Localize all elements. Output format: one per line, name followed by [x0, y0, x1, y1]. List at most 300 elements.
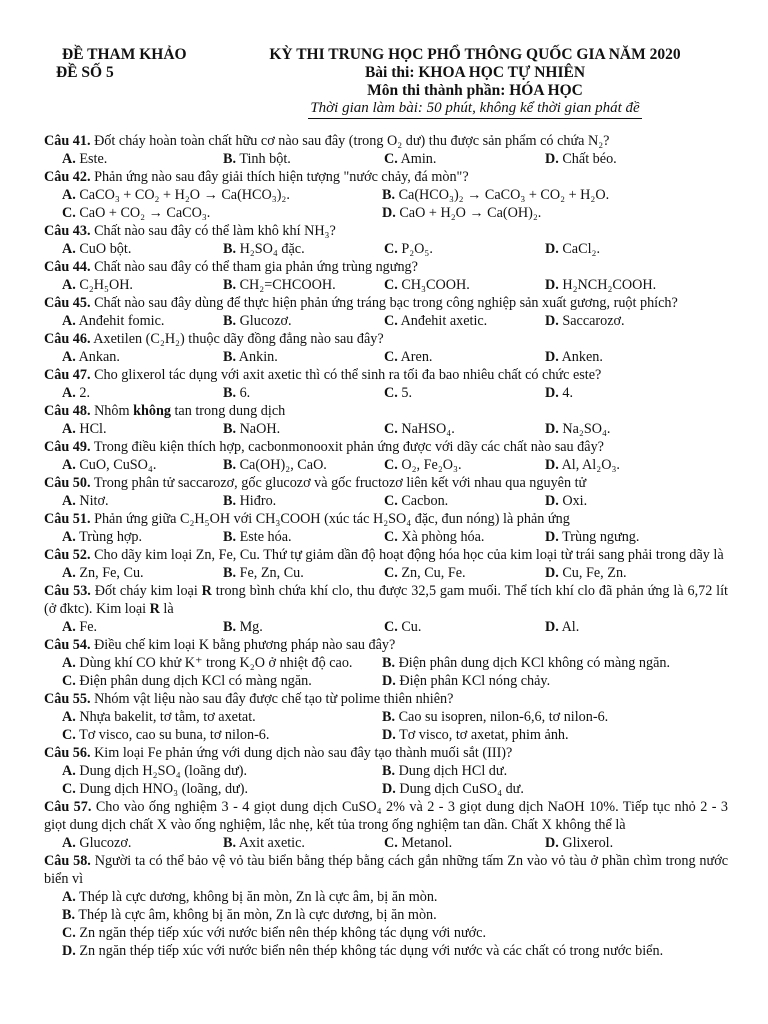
- answer-option: [382, 708, 702, 726]
- answer-text: HCl.: [79, 421, 107, 437]
- answer-row: [44, 780, 728, 798]
- answer-text: Oxi.: [562, 493, 588, 509]
- answer-text: Điện phân dung dịch KCl có màng ngăn.: [79, 673, 312, 689]
- question-stem: [44, 744, 728, 762]
- answer-text: CaCO₃ + CO₂ + H₂O → Ca(HCO₃)₂.: [79, 187, 290, 203]
- answer-option: [384, 456, 545, 474]
- answer-letter: C.: [62, 925, 76, 941]
- answer-text: CaCl₂.: [562, 241, 601, 257]
- answer-option: [382, 762, 702, 780]
- question-stem: [44, 402, 728, 420]
- answer-option: [545, 420, 706, 438]
- question-number: Câu 48.: [44, 403, 91, 419]
- question-stem: [44, 168, 728, 186]
- answer-letter: C.: [384, 421, 398, 437]
- answer-option: [545, 384, 706, 402]
- question-number: Câu 56.: [44, 745, 91, 761]
- answer-letter: A.: [62, 835, 76, 851]
- answer-option: [382, 726, 702, 744]
- exam-component: Môn thi thành phần: HÓA HỌC: [367, 82, 583, 99]
- answer-text: Anđehit axetic.: [400, 313, 488, 329]
- answer-text: Glucozơ.: [79, 835, 132, 851]
- answer-letter: D.: [382, 727, 396, 743]
- answer-letter: C.: [384, 349, 398, 365]
- answer-letter: B.: [223, 241, 237, 257]
- answer-option: [384, 834, 545, 852]
- question-number: Câu 42.: [44, 169, 91, 185]
- answer-letter: A.: [62, 151, 76, 167]
- question-item: [44, 852, 728, 960]
- answer-option: [384, 312, 545, 330]
- answer-option: [223, 492, 384, 510]
- answer-option: [384, 384, 545, 402]
- answer-letter: A.: [62, 655, 76, 671]
- answer-text: Ca(OH)₂, CaO.: [239, 457, 327, 473]
- answer-text: Zn ngăn thép tiếp xúc với nước biển nên thép không tác dụng với nước.: [79, 925, 487, 941]
- answer-letter: A.: [62, 565, 76, 581]
- exam-subject: Bài thi: KHOA HỌC TỰ NHIÊN: [364, 64, 586, 81]
- answer-option: [384, 150, 545, 168]
- answer-row: [44, 726, 728, 744]
- question-number: Câu 46.: [44, 331, 91, 347]
- answer-option: [384, 618, 545, 636]
- answer-text: Anken.: [561, 349, 603, 365]
- answer-letter: D.: [545, 835, 559, 851]
- answer-text: Chất béo.: [562, 151, 617, 167]
- answer-option: [62, 150, 223, 168]
- answer-text: Dung dịch H₂SO₄ (loãng dư).: [79, 763, 248, 779]
- answer-text: Hiđro.: [239, 493, 277, 509]
- answer-text: Zn, Fe, Cu.: [79, 565, 144, 581]
- answer-letter: C.: [384, 835, 398, 851]
- answer-text: Thép là cực âm, không bị ăn mòn, Zn là cực dương, bị ăn mòn.: [78, 907, 437, 923]
- answer-letter: B.: [223, 565, 237, 581]
- answer-option: [62, 654, 382, 672]
- answer-option: [384, 564, 545, 582]
- answer-option: [384, 276, 545, 294]
- answer-text: H₂SO₄ đặc.: [239, 241, 305, 257]
- answer-letter: A.: [62, 529, 76, 545]
- answer-letter: A.: [62, 349, 76, 365]
- question-text: Đốt cháy kim loại: [94, 583, 202, 599]
- question-item: [44, 636, 728, 690]
- question-item: [44, 402, 728, 438]
- question-number: Câu 47.: [44, 367, 91, 383]
- answer-row: [44, 204, 728, 222]
- question-stem: [44, 636, 728, 654]
- question-item: [44, 222, 728, 258]
- question-number: Câu 53.: [44, 583, 91, 599]
- exam-header: [0, 0, 768, 118]
- answer-option: [384, 420, 545, 438]
- answer-letter: C.: [62, 673, 76, 689]
- answer-letter: D.: [545, 619, 559, 635]
- answer-text: Mg.: [239, 619, 263, 635]
- answer-letter: A.: [62, 619, 76, 635]
- exam-time-text: Thời gian làm bài: 50 phút, không kể thời gian phát đề: [308, 100, 641, 119]
- exam-label: ĐỀ THAM KHẢO: [62, 46, 187, 63]
- answer-letter: A.: [62, 889, 76, 905]
- question-text: Cho glixerol tác dụng với axit axetic thì có thể sinh ra tối đa bao nhiêu chất có chức este?: [94, 367, 602, 383]
- answer-letter: B.: [382, 655, 396, 671]
- answer-letter: A.: [62, 421, 76, 437]
- answer-letter: B.: [223, 457, 237, 473]
- answer-letter: B.: [223, 349, 237, 365]
- answer-letter: C.: [384, 565, 398, 581]
- answer-letter: A.: [62, 277, 76, 293]
- question-text: Chất nào sau đây dùng để thực hiện phản ứng tráng bạc trong công nghiệp sản xuất gương, ruột phích?: [94, 295, 678, 311]
- answer-letter: A.: [62, 241, 76, 257]
- answer-option: [545, 150, 706, 168]
- answer-text: Este.: [79, 151, 108, 167]
- question-text: Chất nào sau đây có thể tham gia phản ứng trùng ngưng?: [94, 259, 418, 275]
- answer-row: [44, 924, 728, 942]
- answer-text: P₂O₅.: [401, 241, 433, 257]
- answer-option: [545, 240, 706, 258]
- answer-option: [62, 618, 223, 636]
- answer-option: [62, 564, 223, 582]
- answer-text: CaO + H₂O → Ca(OH)₂.: [399, 205, 542, 221]
- answer-text: Dung dịch CuSO₄ dư.: [399, 781, 524, 797]
- answer-letter: C.: [384, 493, 398, 509]
- answer-letter: B.: [223, 385, 237, 401]
- answer-option: [223, 564, 384, 582]
- answer-row: [44, 672, 728, 690]
- answer-letter: C.: [62, 205, 76, 221]
- answer-letter: C.: [62, 781, 76, 797]
- answer-option: [223, 384, 384, 402]
- answer-letter: D.: [382, 781, 396, 797]
- answer-option: [62, 240, 223, 258]
- question-item: [44, 366, 728, 402]
- question-number: Câu 58.: [44, 853, 91, 869]
- answer-text: Ca(HCO₃)₂ → CaCO₃ + CO₂ + H₂O.: [398, 187, 610, 203]
- answer-option: [62, 492, 223, 510]
- answer-row: [44, 456, 728, 474]
- answer-letter: D.: [545, 349, 559, 365]
- answer-letter: A.: [62, 493, 76, 509]
- question-stem: [44, 366, 728, 384]
- answer-text: Nhựa bakelit, tơ tằm, tơ axetat.: [79, 709, 256, 725]
- question-text: Phản ứng giữa C₂H₅OH với CH₃COOH (xúc tác H₂SO₄ đặc, đun nóng) là phản ứng: [94, 511, 570, 527]
- answer-letter: B.: [62, 907, 76, 923]
- answer-text: Cao su isopren, nilon-6,6, tơ nilon-6.: [398, 709, 609, 725]
- answer-option: [62, 726, 382, 744]
- answer-row: [44, 942, 728, 960]
- question-stem: [44, 258, 728, 276]
- answer-option: [382, 204, 702, 222]
- question-text: là: [159, 601, 174, 617]
- answer-row: [44, 312, 728, 330]
- answer-row: [44, 150, 728, 168]
- answer-letter: D.: [545, 313, 559, 329]
- question-emphasis: không: [133, 403, 171, 419]
- question-number: Câu 43.: [44, 223, 91, 239]
- question-text: Kim loại Fe phản ứng với dung dịch nào sau đây tạo thành muối sắt (III)?: [94, 745, 513, 761]
- answer-text: Na₂SO₄.: [562, 421, 611, 437]
- answer-row: [44, 888, 728, 906]
- answer-letter: C.: [62, 727, 76, 743]
- question-item: [44, 582, 728, 636]
- question-item: [44, 690, 728, 744]
- answer-letter: D.: [545, 565, 559, 581]
- answer-row: [44, 240, 728, 258]
- answer-row: [44, 834, 728, 852]
- question-text: Cho vào ống nghiệm 3 - 4 giọt dung dịch CuSO₄ 2% và 2 - 3 giọt dung dịch NaOH 10%. Tiếp tục nhỏ 2 - 3 giọt dung dịch chất X vào ống nghiệm, lắc nhẹ, kết tủa trong ống nghiệm tan dần. Chất X không thể là: [44, 799, 728, 833]
- answer-option: [62, 186, 382, 204]
- answer-option: [382, 780, 702, 798]
- answer-option: [62, 384, 223, 402]
- answer-option: [62, 528, 223, 546]
- answer-letter: D.: [545, 241, 559, 257]
- answer-letter: B.: [223, 277, 237, 293]
- question-text: Nhôm: [94, 403, 134, 419]
- answer-text: Trùng hợp.: [79, 529, 143, 545]
- answer-row: [44, 564, 728, 582]
- answer-text: Zn ngăn thép tiếp xúc với nước biển nên thép không tác dụng với nước và các chất có trong nước biển.: [79, 943, 664, 959]
- question-text: tan trong dung dịch: [170, 403, 286, 419]
- answer-letter: C.: [384, 151, 398, 167]
- answer-text: Ankin.: [238, 349, 278, 365]
- answer-option: [62, 672, 382, 690]
- answer-text: Amin.: [400, 151, 437, 167]
- answer-option: [384, 492, 545, 510]
- question-text: Trong điều kiện thích hợp, cacbonmonooxit phản ứng được với dãy các chất nào sau đây?: [93, 439, 604, 455]
- answer-text: CuO bột.: [79, 241, 132, 257]
- answer-letter: D.: [545, 457, 559, 473]
- answer-row: [44, 654, 728, 672]
- answer-row: [44, 906, 728, 924]
- answer-text: 5.: [401, 385, 412, 401]
- answer-letter: B.: [223, 835, 237, 851]
- answer-text: Cacbon.: [401, 493, 449, 509]
- answer-option: [545, 348, 706, 366]
- question-item: [44, 258, 728, 294]
- answer-letter: C.: [384, 313, 398, 329]
- answer-text: Thép là cực dương, không bị ăn mòn, Zn là cực âm, bị ăn mòn.: [79, 889, 438, 905]
- answer-text: Al, Al₂O₃.: [561, 457, 620, 473]
- answer-option: [223, 276, 384, 294]
- answer-text: Saccarozơ.: [562, 313, 625, 329]
- answer-text: Xà phòng hóa.: [401, 529, 485, 545]
- answer-text: Fe.: [79, 619, 98, 635]
- answer-letter: D.: [545, 151, 559, 167]
- answer-option: [223, 528, 384, 546]
- answer-text: CaO + CO₂ → CaCO₃.: [79, 205, 211, 221]
- answer-letter: D.: [62, 943, 76, 959]
- question-number: Câu 57.: [44, 799, 92, 815]
- question-stem: [44, 474, 728, 492]
- answer-text: Al.: [561, 619, 580, 635]
- answer-option: [545, 492, 706, 510]
- question-text: Điều chế kim loại K bằng phương pháp nào sau đây?: [94, 637, 396, 653]
- answer-option: [62, 834, 223, 852]
- question-item: [44, 798, 728, 852]
- answer-option: [223, 348, 384, 366]
- answer-option: [382, 672, 702, 690]
- answer-text: 6.: [239, 385, 251, 401]
- answer-letter: C.: [384, 385, 398, 401]
- answer-letter: B.: [223, 421, 237, 437]
- question-item: [44, 330, 728, 366]
- question-text: Người ta có thể bảo vệ vỏ tàu biển bằng thép bằng cách gắn những tấm Zn vào vỏ tàu ở phần chìm trong nước biển vì: [44, 853, 728, 887]
- answer-text: 2.: [79, 385, 90, 401]
- answer-option: [62, 276, 223, 294]
- answer-text: Điện phân dung dịch KCl không có màng ngăn.: [398, 655, 671, 671]
- answer-letter: C.: [384, 619, 398, 635]
- question-item: [44, 132, 728, 168]
- answer-option: [223, 312, 384, 330]
- question-list: [44, 132, 728, 960]
- question-item: [44, 510, 728, 546]
- answer-option: [223, 834, 384, 852]
- answer-option: [545, 618, 706, 636]
- answer-text: Este hóa.: [239, 529, 292, 545]
- answer-letter: B.: [382, 763, 396, 779]
- answer-letter: D.: [545, 385, 559, 401]
- answer-option: [382, 186, 702, 204]
- answer-option: [62, 204, 382, 222]
- answer-option: [382, 654, 702, 672]
- answer-letter: D.: [382, 673, 396, 689]
- answer-text: Metanol.: [401, 835, 453, 851]
- question-stem: [44, 330, 728, 348]
- answer-text: Điện phân KCl nóng chảy.: [399, 673, 551, 689]
- answer-letter: A.: [62, 709, 76, 725]
- answer-text: Anđehit fomic.: [78, 313, 165, 329]
- question-emphasis: R: [149, 601, 160, 617]
- answer-option: [384, 528, 545, 546]
- answer-text: Dùng khí CO khử K⁺ trong K₂O ở nhiệt độ cao.: [79, 655, 353, 671]
- question-stem: [44, 294, 728, 312]
- question-number: Câu 49.: [44, 439, 91, 455]
- answer-letter: D.: [545, 277, 559, 293]
- answer-option: [62, 348, 223, 366]
- answer-row: [44, 708, 728, 726]
- answer-text: Nitơ.: [79, 493, 109, 509]
- question-number: Câu 52.: [44, 547, 91, 563]
- answer-text: C₂H₅OH.: [79, 277, 133, 293]
- answer-letter: C.: [384, 529, 398, 545]
- answer-letter: B.: [223, 619, 237, 635]
- answer-letter: D.: [545, 493, 559, 509]
- question-text: Đốt cháy hoàn toàn chất hữu cơ nào sau đây (trong O₂ dư) thu được sản phẩm có chứa N₂?: [94, 133, 610, 149]
- answer-text: 4.: [562, 385, 573, 401]
- answer-option: [62, 780, 382, 798]
- answer-letter: B.: [223, 313, 237, 329]
- question-number: Câu 54.: [44, 637, 91, 653]
- exam-time: [240, 100, 710, 119]
- question-number: Câu 44.: [44, 259, 91, 275]
- question-text: Phản ứng nào sau đây giải thích hiện tượng "nước chảy, đá mòn"?: [94, 169, 469, 185]
- question-item: [44, 438, 728, 474]
- question-number: Câu 55.: [44, 691, 91, 707]
- answer-letter: B.: [223, 529, 237, 545]
- answer-text: Tơ visco, tơ axetat, phim ảnh.: [399, 727, 569, 743]
- answer-option: [545, 312, 706, 330]
- answer-text: Cu.: [401, 619, 422, 635]
- answer-letter: A.: [62, 313, 76, 329]
- answer-option: [384, 348, 545, 366]
- question-text: Trong phân tử saccarozơ, gốc glucozơ và gốc fructozơ liên kết với nhau qua nguyên tử: [93, 475, 587, 491]
- answer-text: Aren.: [400, 349, 433, 365]
- answer-letter: C.: [384, 241, 398, 257]
- answer-option: [223, 420, 384, 438]
- answer-letter: C.: [384, 457, 398, 473]
- answer-option: [62, 420, 223, 438]
- answer-row: [44, 618, 728, 636]
- answer-letter: A.: [62, 385, 76, 401]
- answer-text: Axit axetic.: [238, 835, 305, 851]
- answer-text: Dung dịch HCl dư.: [398, 763, 508, 779]
- answer-option: [545, 456, 706, 474]
- answer-letter: B.: [223, 151, 237, 167]
- answer-text: Fe, Zn, Cu.: [239, 565, 304, 581]
- answer-letter: A.: [62, 763, 76, 779]
- answer-text: NaHSO₄.: [401, 421, 455, 437]
- answer-letter: C.: [384, 277, 398, 293]
- answer-option: [384, 240, 545, 258]
- question-stem: [44, 510, 728, 528]
- answer-option: [545, 564, 706, 582]
- question-text: Nhóm vật liệu nào sau đây được chế tạo từ polime thiên nhiên?: [94, 691, 454, 707]
- question-text: Axetilen (C₂H₂) thuộc dãy đồng đẳng nào sau đây?: [93, 331, 384, 347]
- answer-letter: D.: [382, 205, 396, 221]
- answer-option: [223, 150, 384, 168]
- answer-option: [545, 834, 706, 852]
- question-number: Câu 45.: [44, 295, 91, 311]
- answer-text: CH₂=CHCOOH.: [239, 277, 336, 293]
- answer-option: [223, 618, 384, 636]
- answer-option: [62, 312, 223, 330]
- answer-row: [44, 384, 728, 402]
- answer-option: [62, 456, 223, 474]
- answer-text: NaOH.: [239, 421, 281, 437]
- exam-title: KỲ THI TRUNG HỌC PHỔ THÔNG QUỐC GIA NĂM 2020: [269, 46, 681, 63]
- question-item: [44, 744, 728, 798]
- answer-letter: D.: [545, 421, 559, 437]
- answer-text: H₂NCH₂COOH.: [562, 277, 657, 293]
- answer-row: [44, 420, 728, 438]
- question-stem: [44, 690, 728, 708]
- answer-text: Ankan.: [78, 349, 120, 365]
- question-stem: [44, 852, 728, 888]
- answer-option: [223, 240, 384, 258]
- question-text: trong bình chứa khí clo, thu được 32,5 gam muối. Thể tích khí clo đã phản ứng là 6,72 lít (ở đktc). Kim loại: [44, 583, 729, 617]
- question-item: [44, 474, 728, 510]
- question-stem: [44, 798, 728, 834]
- answer-row: [44, 492, 728, 510]
- answer-row: [44, 528, 728, 546]
- question-number: Câu 50.: [44, 475, 91, 491]
- question-item: [44, 546, 728, 582]
- question-stem: [44, 438, 728, 456]
- question-emphasis: R: [201, 583, 212, 599]
- answer-option: [62, 708, 382, 726]
- question-stem: [44, 582, 728, 618]
- answer-text: CH₃COOH.: [401, 277, 470, 293]
- answer-row: [44, 276, 728, 294]
- question-stem: [44, 132, 728, 150]
- answer-text: Zn, Cu, Fe.: [401, 565, 466, 581]
- question-text: Cho dãy kim loại Zn, Fe, Cu. Thứ tự giảm dần độ hoạt động hóa học của kim loại từ trái sang phải trong dãy là: [94, 547, 724, 563]
- answer-option: [223, 456, 384, 474]
- question-item: [44, 294, 728, 330]
- answer-row: [44, 186, 728, 204]
- answer-text: Trùng ngưng.: [562, 529, 640, 545]
- question-stem: [44, 546, 728, 564]
- answer-text: CuO, CuSO₄.: [79, 457, 157, 473]
